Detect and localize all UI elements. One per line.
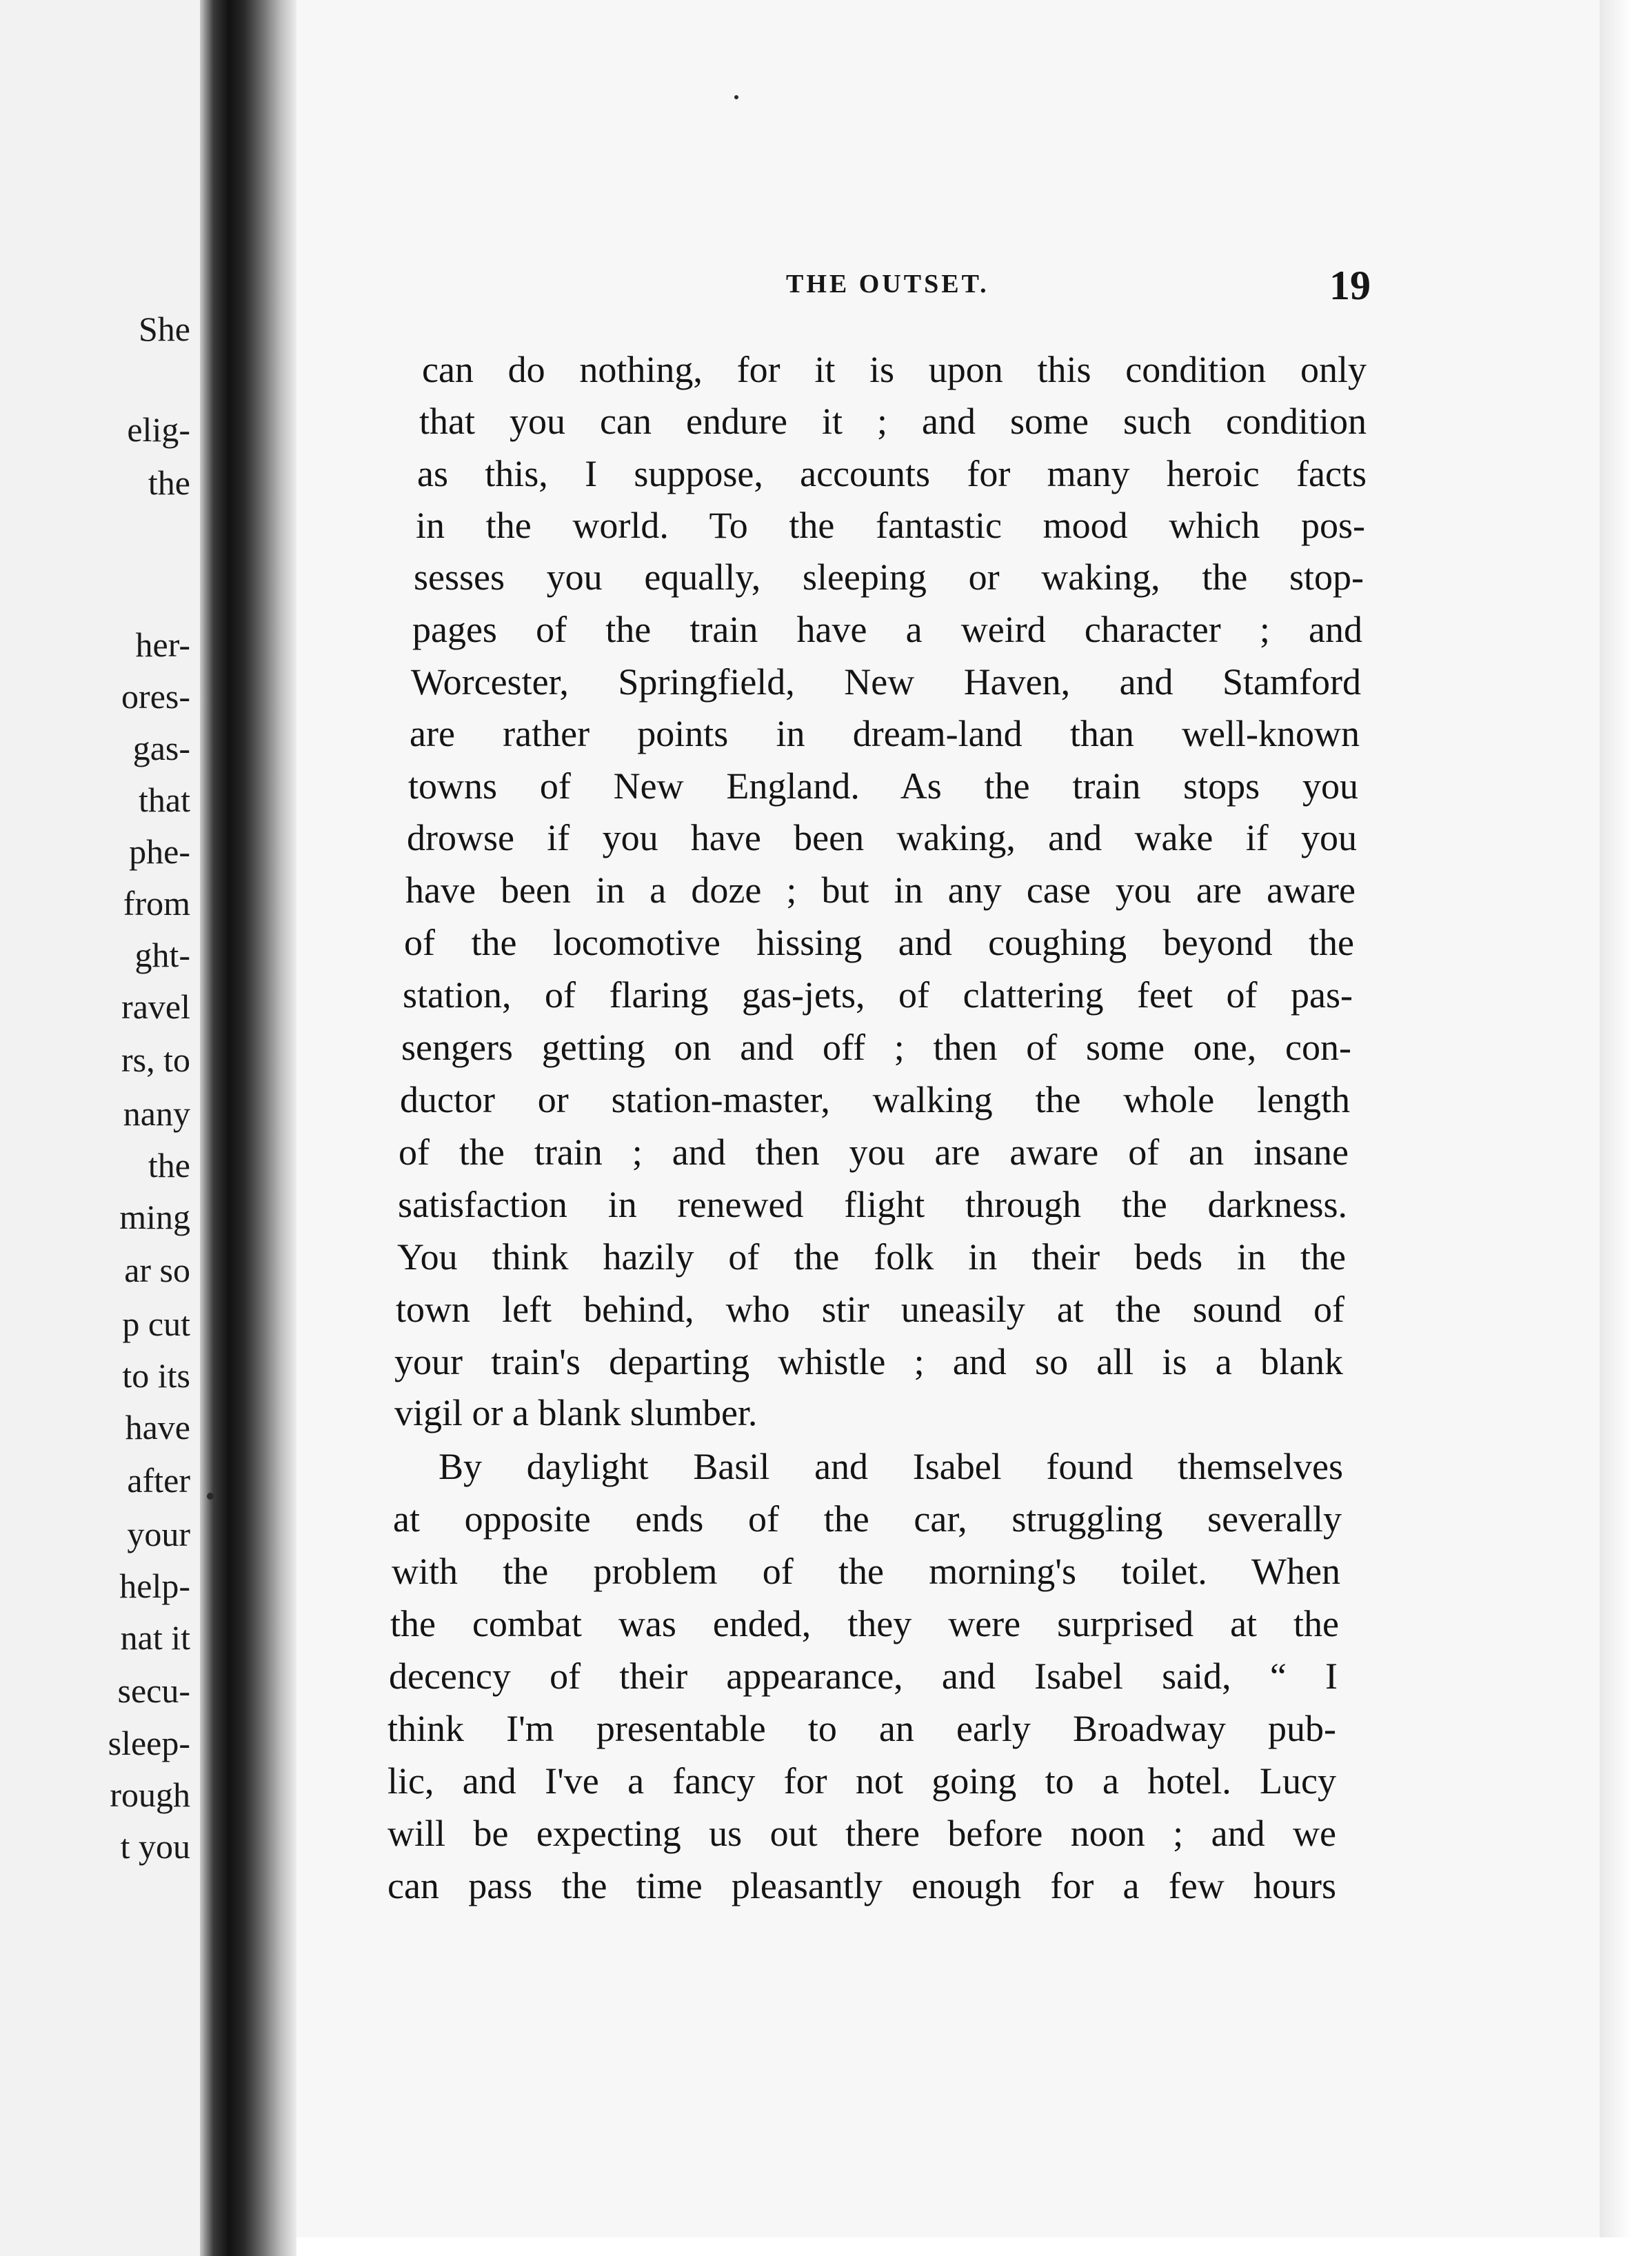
text-line: at opposite ends of the car, struggling severally (393, 1498, 1342, 1540)
text-line: as this, I suppose, accounts for many heroic facts (417, 453, 1367, 494)
text-line: are rather points in dream-land than well-known (410, 713, 1360, 754)
text-line: By daylight Basil and Isabel found themselves (439, 1446, 1343, 1487)
left-page-fragment: ravel (121, 987, 190, 1026)
text-line: sesses you equally, sleeping or waking, the stop- (414, 556, 1364, 598)
text-line: vigil or a blank slumber. (394, 1392, 758, 1433)
text-line: the combat was ended, they were surprised at the (390, 1603, 1339, 1644)
left-page-fragment: She (139, 310, 190, 348)
left-page-fragment: from (123, 884, 190, 923)
left-page (0, 0, 200, 2256)
book-gutter-shadow (200, 0, 296, 2256)
left-page-fragment: your (127, 1515, 190, 1553)
left-page-fragment: gas- (132, 729, 190, 767)
running-head: THE OUTSET. (786, 270, 989, 299)
left-page-fragment: phe- (129, 832, 190, 871)
text-line: sengers getting on and off ; then of some one, con- (401, 1027, 1351, 1068)
page-edge (1600, 0, 1652, 2256)
left-page-fragment: secu- (117, 1671, 190, 1710)
text-line: that you can endure it ; and some such condition (419, 401, 1367, 442)
left-page-fragment: ght- (134, 936, 190, 974)
text-line: of the locomotive hissing and coughing beyond the (404, 922, 1354, 963)
left-page-fragment: nany (123, 1094, 190, 1133)
text-line: can do nothing, for it is upon this condition only (422, 349, 1367, 390)
left-page-fragment: p cut (122, 1305, 190, 1343)
left-page-fragment: the (148, 463, 190, 502)
left-page-fragment: nat it (120, 1618, 190, 1657)
text-line: Worcester, Springfield, New Haven, and Stamford (411, 661, 1361, 703)
text-line: think I'm presentable to an early Broadway pub- (387, 1708, 1336, 1749)
text-line: satisfaction in renewed flight through the darkness. (398, 1184, 1347, 1225)
ink-speck (207, 1493, 214, 1500)
text-line: decency of their appearance, and Isabel said, “ I (389, 1655, 1338, 1697)
left-page-fragment: that (139, 780, 190, 819)
text-line: town left behind, who stir uneasily at the sound of (396, 1289, 1344, 1330)
text-line: in the world. To the fantastic mood which pos- (416, 505, 1365, 546)
left-page-fragment: t you (120, 1827, 190, 1866)
left-page-fragment: the (148, 1146, 190, 1185)
left-page-fragment: ores- (121, 677, 190, 716)
text-line: ductor or station-master, walking the whole length (400, 1079, 1350, 1120)
left-page-fragment: rough (110, 1775, 190, 1814)
page-bottom-edge (296, 2237, 1652, 2256)
text-line: of the train ; and then you are aware of an insane (399, 1131, 1349, 1173)
left-page-fragment: elig- (127, 410, 190, 449)
text-line: pages of the train have a weird character ; and (412, 609, 1362, 650)
text-line: station, of flaring gas-jets, of clattering feet of pas- (403, 974, 1353, 1016)
text-line: your train's departing whistle ; and so all is a blank (394, 1341, 1343, 1382)
page-number: 19 (1329, 263, 1371, 308)
left-page-fragment: ming (119, 1198, 190, 1236)
left-page-fragment: her- (135, 625, 190, 664)
text-line: towns of New England. As the train stops you (408, 765, 1358, 807)
text-line: can pass the time pleasantly enough for a few hours (387, 1865, 1336, 1906)
ink-speck (734, 95, 738, 99)
text-line: drowse if you have been waking, and wake if you (407, 817, 1357, 858)
left-page-fragment: sleep- (108, 1724, 190, 1762)
text-line: with the problem of the morning's toilet. When (392, 1551, 1340, 1592)
text-line: have been in a doze ; but in any case you are aware (405, 869, 1356, 911)
text-line: lic, and I've a fancy for not going to a hotel. Lucy (387, 1760, 1336, 1802)
left-page-fragment: to its (122, 1356, 190, 1395)
left-page-fragment: ar so (124, 1251, 190, 1289)
left-page-fragment: rs, to (121, 1040, 190, 1079)
text-line: will be expecting us out there before noon ; and we (387, 1813, 1336, 1854)
text-line: You think hazily of the folk in their beds in the (397, 1236, 1346, 1278)
left-page-fragment: have (125, 1408, 190, 1447)
left-page-fragment: after (127, 1461, 190, 1500)
left-page-fragment: help- (119, 1567, 190, 1605)
